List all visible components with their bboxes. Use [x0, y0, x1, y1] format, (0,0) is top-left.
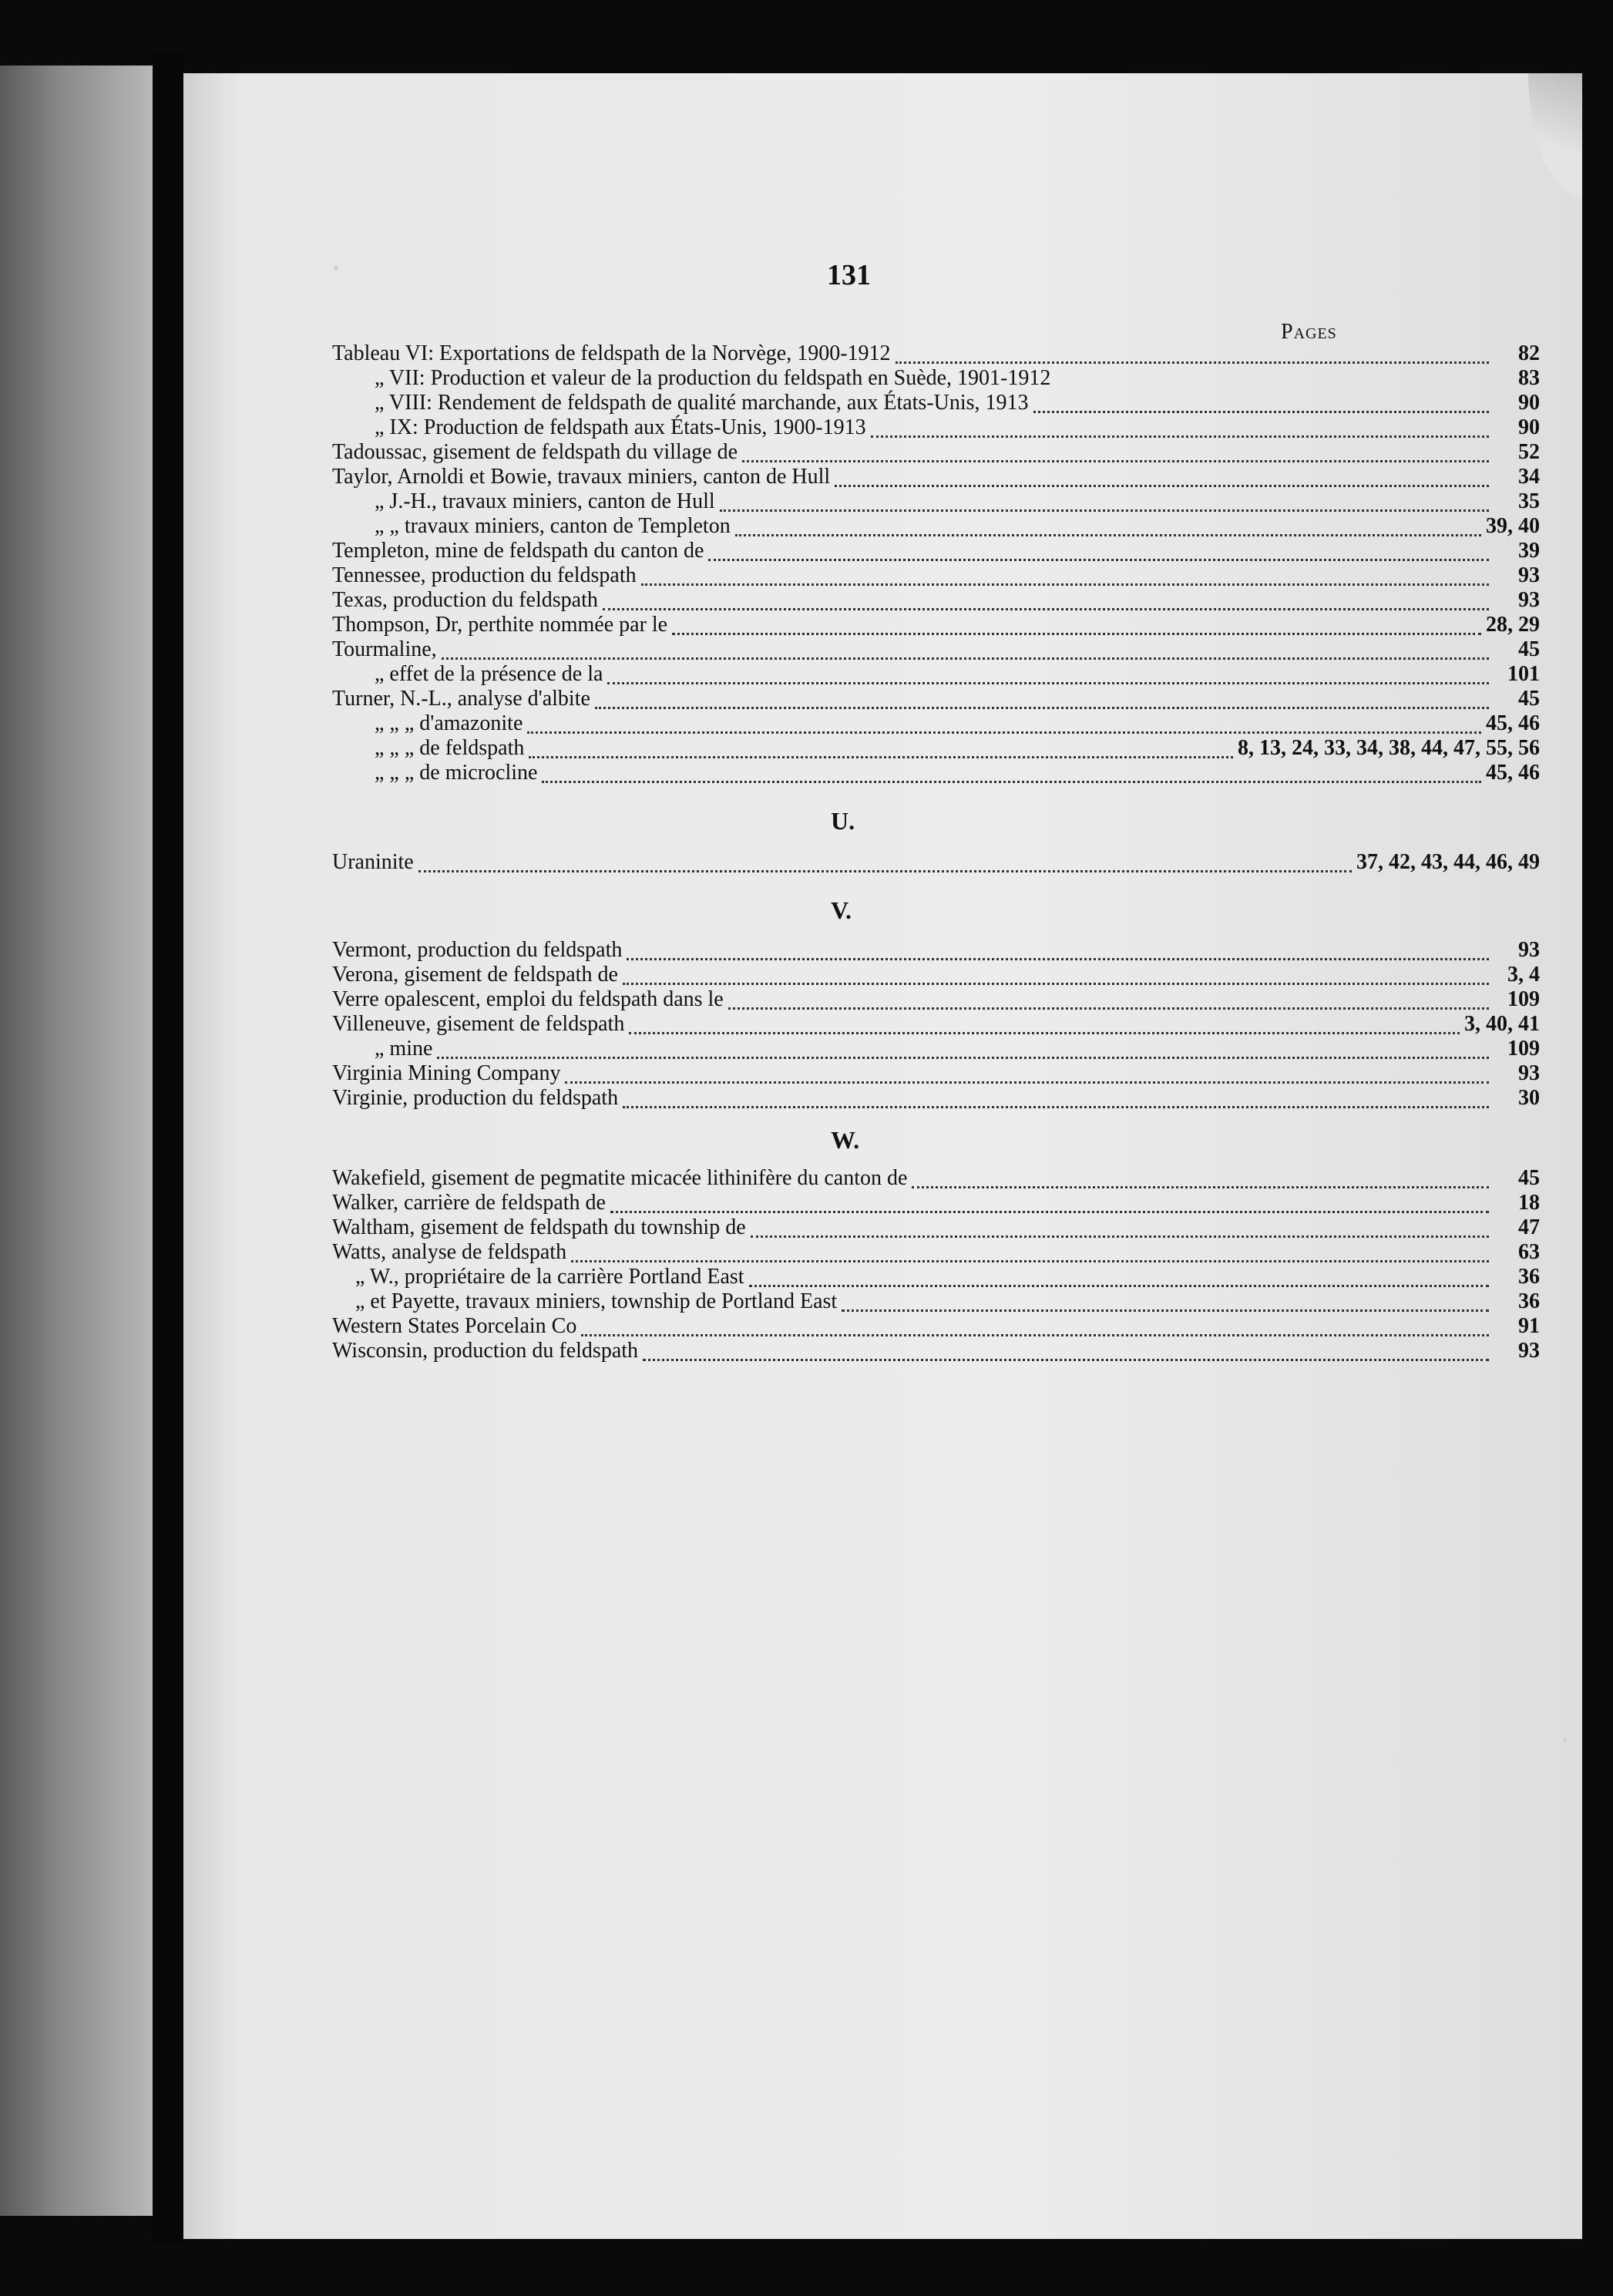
entry-text: Taylor, Arnoldi et Bowie, travaux miniers, canton de Hull: [332, 465, 831, 489]
dot-leader: [418, 864, 1352, 872]
index-entry: [332, 1215, 1540, 1240]
entry-pages: 30: [1518, 1086, 1540, 1110]
index-entry: [332, 1061, 1540, 1086]
index-entry: [332, 987, 1540, 1012]
dot-leader: [595, 701, 1489, 709]
entry-pages: 3, 4: [1507, 963, 1540, 987]
entry-pages: 109: [1507, 987, 1540, 1011]
page-curl: [1528, 73, 1582, 197]
entry-pages: 35: [1518, 489, 1540, 513]
index-entry: [332, 1191, 1540, 1215]
dot-leader: [641, 577, 1489, 586]
entry-pages: 39, 40: [1486, 514, 1540, 538]
dot-leader: [720, 503, 1489, 512]
dot-leader: [565, 1075, 1489, 1084]
dot-leader: [643, 1353, 1489, 1361]
entry-text: Verre opalescent, emploi du feldspath dans le: [332, 987, 724, 1011]
entry-text: Virginie, production du feldspath: [332, 1086, 619, 1110]
index-entry: [332, 711, 1540, 736]
dot-leader: [742, 454, 1489, 462]
entry-pages: 45, 46: [1486, 711, 1540, 735]
entry-pages: 93: [1518, 588, 1540, 612]
dot-leader: [571, 1254, 1489, 1262]
index-entry: [332, 440, 1540, 465]
dot-leader: [623, 977, 1489, 985]
dot-leader: [607, 676, 1489, 684]
entry-text: Walker, carrière de feldspath de: [332, 1191, 606, 1215]
index-entry: [332, 1339, 1540, 1363]
section-heading-v: V.: [831, 896, 852, 924]
dot-leader: [751, 1229, 1489, 1238]
entry-text: Templeton, mine de feldspath du canton de: [332, 539, 704, 563]
entry-text: Wisconsin, production du feldspath: [332, 1339, 639, 1363]
index-entry: [332, 489, 1540, 514]
entry-pages: 93: [1518, 938, 1540, 962]
entry-text: Uraninite: [332, 850, 414, 874]
dot-leader: [912, 1180, 1489, 1188]
index-entry: [332, 341, 1540, 366]
entry-pages: 45: [1518, 1166, 1540, 1190]
index-entry: [332, 588, 1540, 613]
index-entry: [332, 613, 1540, 637]
paper-speck: [334, 266, 338, 271]
dot-leader: [529, 750, 1233, 758]
entry-text: „ et Payette, travaux miniers, township de Portland East: [355, 1289, 838, 1313]
entry-pages: 101: [1507, 662, 1540, 686]
dot-leader: [896, 355, 1489, 364]
entry-text: „ VIII: Rendement de feldspath de qualité marchande, aux États-Unis, 1913: [375, 391, 1029, 415]
dot-leader: [1055, 381, 1489, 387]
entry-pages: 90: [1518, 415, 1540, 439]
book-gutter: [153, 54, 183, 2243]
dot-leader: [442, 651, 1489, 660]
entry-text: „ „ „ d'amazonite: [375, 711, 523, 735]
entry-text: „ „ „ de feldspath: [375, 736, 525, 760]
index-entry: [332, 687, 1540, 711]
entry-pages: 39: [1518, 539, 1540, 563]
dot-leader: [542, 775, 1481, 783]
index-entry: [332, 963, 1540, 987]
entry-text: Verona, gisement de feldspath de: [332, 963, 618, 987]
dot-leader: [437, 1051, 1489, 1059]
entry-text: „ effet de la présence de la: [375, 662, 603, 686]
entry-text: Waltham, gisement de feldspath du township de: [332, 1215, 746, 1239]
index-entry: [332, 1166, 1540, 1191]
entry-text: Villeneuve, gisement de feldspath: [332, 1012, 625, 1036]
entry-text: Texas, production du feldspath: [332, 588, 598, 612]
entry-pages: 45: [1518, 687, 1540, 711]
entry-pages: 34: [1518, 465, 1540, 489]
entry-text: Wakefield, gisement de pegmatite micacée lithinifère du canton de: [332, 1166, 908, 1190]
index-entry: [332, 366, 1540, 391]
entry-text: „ VII: Production et valeur de la production du feldspath en Suède, 1901-1912: [375, 366, 1051, 390]
entry-text: Tennessee, production du feldspath: [332, 563, 637, 587]
index-entry: [332, 1086, 1540, 1111]
entry-text: „ IX: Production de feldspath aux États-Unis, 1900-1913: [375, 415, 866, 439]
dot-leader: [581, 1328, 1489, 1336]
index-entry: [332, 1265, 1540, 1289]
entry-text: „ W., propriétaire de la carrière Portland East: [355, 1265, 744, 1289]
dot-leader: [749, 1279, 1489, 1287]
dot-leader: [708, 553, 1489, 561]
entry-text: Turner, N.-L., analyse d'albite: [332, 687, 590, 711]
entry-pages: 82: [1518, 341, 1540, 365]
index-entry: [332, 938, 1540, 963]
dot-leader: [527, 725, 1481, 734]
entry-text: Thompson, Dr, perthite nommée par le: [332, 613, 668, 637]
entry-text: „ J.-H., travaux miniers, canton de Hull: [375, 489, 715, 513]
index-entry: [332, 1012, 1540, 1037]
index-entry: [332, 761, 1540, 785]
entry-pages: 109: [1507, 1037, 1540, 1061]
entry-pages: 93: [1518, 1061, 1540, 1085]
dot-leader: [672, 627, 1481, 635]
index-entry: [332, 563, 1540, 588]
entry-pages: 3, 40, 41: [1464, 1012, 1540, 1036]
entry-pages: 90: [1518, 391, 1540, 415]
index-entry: [332, 415, 1540, 440]
entry-pages: 63: [1518, 1240, 1540, 1264]
entry-pages: 52: [1518, 440, 1540, 464]
index-entry: [332, 850, 1540, 875]
entry-text: Vermont, production du feldspath: [332, 938, 623, 962]
dot-leader: [623, 1100, 1489, 1108]
dot-leader: [610, 1205, 1489, 1213]
entry-text: „ „ „ de microcline: [375, 761, 538, 785]
entry-pages: 93: [1518, 563, 1540, 587]
pages-column-header: Pages: [1281, 320, 1337, 344]
entry-pages: 45: [1518, 637, 1540, 661]
entry-pages: 93: [1518, 1339, 1540, 1363]
entry-pages: 91: [1518, 1314, 1540, 1338]
dot-leader: [728, 1001, 1489, 1010]
entry-text: Western States Porcelain Co: [332, 1314, 577, 1338]
entry-pages: 45, 46: [1486, 761, 1540, 785]
entry-text: Virginia Mining Company: [332, 1061, 561, 1085]
index-entry: [332, 539, 1540, 563]
entry-pages: 18: [1518, 1191, 1540, 1215]
entry-pages: 47: [1518, 1215, 1540, 1239]
entry-pages: 28, 29: [1486, 613, 1540, 637]
paper-speck: [1563, 1738, 1567, 1742]
section-heading-u: U.: [831, 807, 855, 835]
index-entry: [332, 514, 1540, 539]
index-entry: [332, 1240, 1540, 1265]
index-entry: [332, 391, 1540, 415]
facing-page-edge: [0, 66, 153, 2216]
index-entry: [332, 1289, 1540, 1314]
entry-pages: 8, 13, 24, 33, 34, 38, 44, 47, 55, 56: [1238, 736, 1540, 760]
index-entry: [332, 637, 1540, 662]
dot-leader: [835, 479, 1489, 487]
index-entry: [332, 736, 1540, 761]
dot-leader: [1033, 405, 1489, 413]
entry-text: Tadoussac, gisement de feldspath du village de: [332, 440, 738, 464]
dot-leader: [629, 1026, 1460, 1034]
index-entry: [332, 662, 1540, 687]
dot-leader: [842, 1303, 1489, 1312]
dot-leader: [735, 528, 1481, 536]
index-entry: [332, 465, 1540, 489]
entry-text: Tourmaline,: [332, 637, 437, 661]
page-number: 131: [827, 259, 871, 291]
entry-text: Tableau VI: Exportations de feldspath de la Norvège, 1900-1912: [332, 341, 891, 365]
dot-leader: [627, 952, 1489, 960]
index-entry: [332, 1037, 1540, 1061]
entry-text: „ mine: [375, 1037, 433, 1061]
index-entry: [332, 1314, 1540, 1339]
section-heading-w: W.: [831, 1126, 860, 1154]
entry-pages: 36: [1518, 1265, 1540, 1289]
entry-pages: 36: [1518, 1289, 1540, 1313]
dot-leader: [603, 602, 1489, 610]
scanned-page: [183, 73, 1582, 2239]
entry-text: „ „ travaux miniers, canton de Templeton: [375, 514, 731, 538]
entry-pages: 83: [1518, 366, 1540, 390]
entry-text: Watts, analyse de feldspath: [332, 1240, 567, 1264]
entry-pages: 37, 42, 43, 44, 46, 49: [1356, 850, 1540, 874]
dot-leader: [871, 429, 1489, 438]
